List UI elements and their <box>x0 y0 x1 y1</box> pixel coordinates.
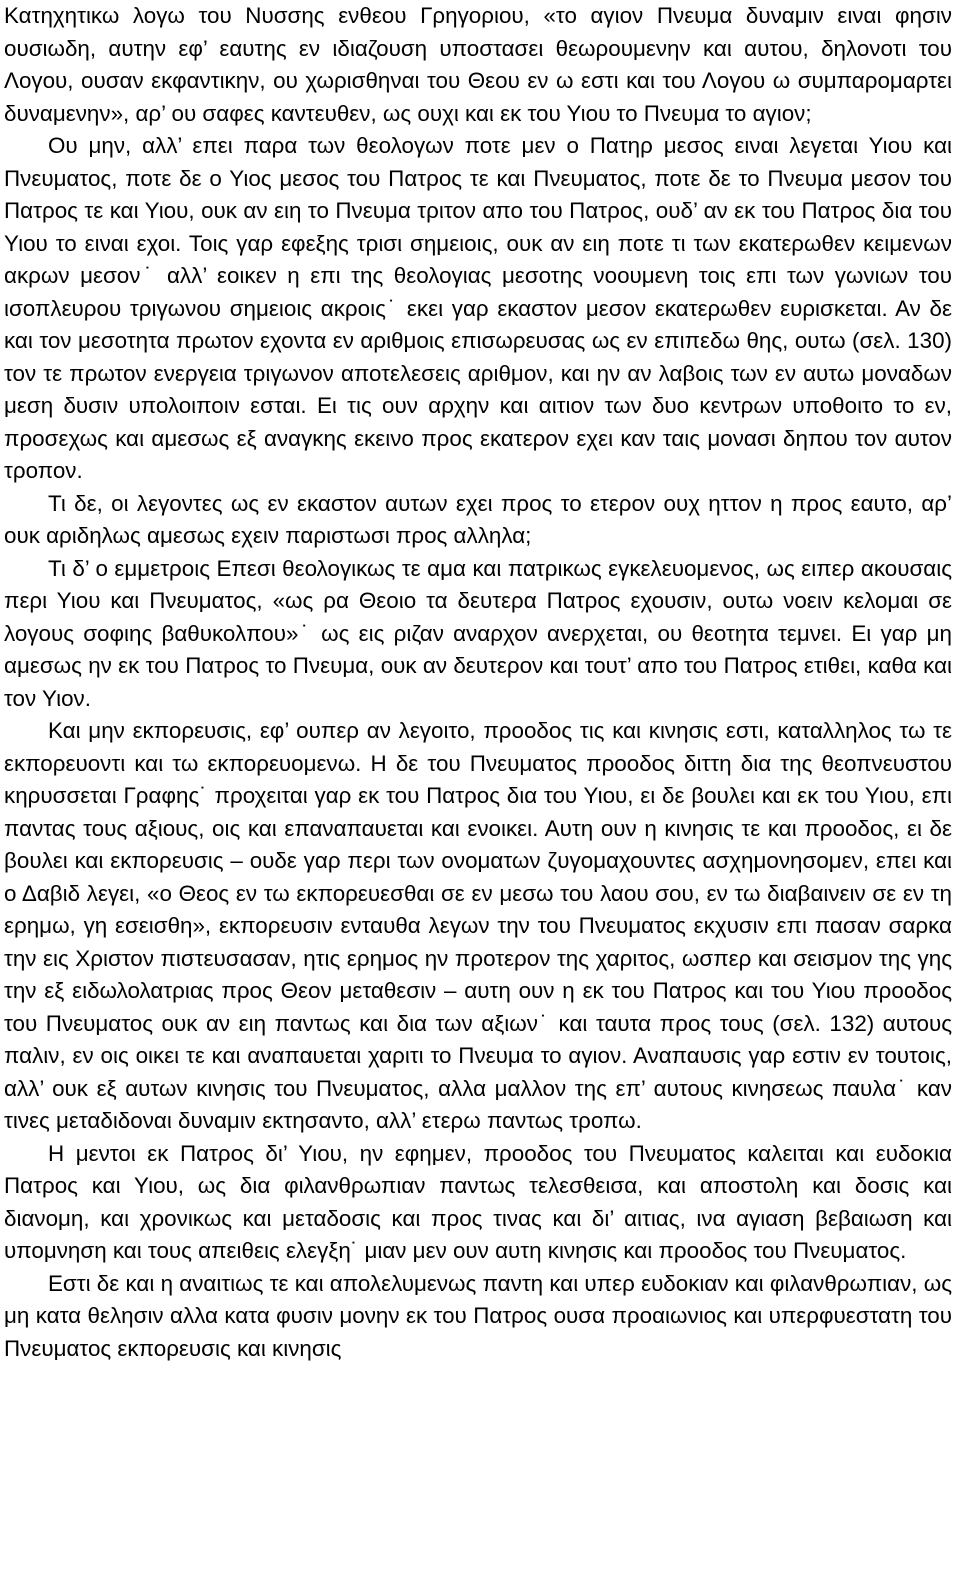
paragraph-1: Κατηχητικω λογω του Νυσσης ενθεου Γρηγοριου, «το αγιον Πνευμα δυναμιν ειναι φησιν ουσιωδη, αυτην εφ’ εαυτης εν ιδιαζουση υποστασει θεωρουμενην και αυτου, δηλονοτι του Λογου, ουσαν εκφαντικην, ου χωρισθηναι του Θεου εν ω εστι και του Λογου ω συμπαρομαρτει δυναμενην», αρ’ ου σαφες καντευθεν, ως ουχι και εκ του Υιου το Πνευμα το αγιον; <box>4 3 952 126</box>
paragraph-3: Τι δε, οι λεγοντες ως εν εκαστον αυτων εχει προς το ετερον ουχ ηττον η προς εαυτο, αρ’ ουκ αριδηλως αμεσως εχειν παριστωσι προς αλληλα; <box>4 490 952 548</box>
paragraph-6: Η μεντοι εκ Πατρος δι’ Υιου, ην εφημεν, προοδος του Πνευματος καλειται και ευδοκια Πατρος και Υιου, ως δια φιλανθρωπιαν παντως τελεσθεισα, και αποστολη και δοσις και διανομη, και χρονικως και μεταδοσις και προς τινας και δι’ αιτιας, ινα αγιαση βεβαιωση και υπομνηση και τους απειθεις ελεγξη˙ μιαν μεν ουν αυτη κινησις και προοδος του Πνευματος. <box>4 1140 952 1263</box>
paragraph-4: Τι δ’ ο εμμετροις Επεσι θεολογικως τε αμα και πατρικως εγκελευομενος, ως ειπερ ακουσαις περι Υιου και Πνευματος, «ως ρα Θεοιο τα δευτερα Πατρος εχουσιν, ουτω νοειν κελομαι σε λογους σοφιης βαθυκολπου»˙ ως εις ριζαν αναρχον ανερχεται, ου θεοτητα τεμνει. Ει γαρ μη αμεσως ην εκ του Πατρος το Πνευμα, ουκ αν δευτερον και τουτ’ απο του Πατρος ετιθει, καθα και τον Υιον. <box>4 555 952 711</box>
paragraph-7: Εστι δε και η αναιτιως τε και απολελυμενως παντη και υπερ ευδοκιαν και φιλανθρωπιαν, ως μη κατα θελησιν αλλα κατα φυσιν μονην εκ του Πατρος ουσα προαιωνιος και υπερφυεστατη του Πνευματος εκπορευσις και κινησις <box>4 1270 952 1361</box>
paragraph-5: Και μην εκπορευσις, εφ’ ουπερ αν λεγοιτο, προοδος τις και κινησις εστι, καταλληλος τω τε εκπορευοντι και τω εκπορευομενω. Η δε του Πνευματος προοδος διττη δια της θεοπνευστου κηρυσσεται Γραφης˙ προχειται γαρ εκ του Πατρος δια του Υιου, ει δε βουλει και εκ του Υιου, επι παντας τους αξιους, οις και επαναπαυεται και ενοικει. Αυτη ουν η κινησις τε και προοδος, ει δε βουλει και εκπορευσις – ουδε γαρ περι των ονοματων ζυγομαχουντες ασχημονησομεν, επει και ο Δαβιδ λεγει, «ο Θεος εν τω εκπορευεσθαι σε εν μεσω του λαου σου, εν τω διαβαινειν σε εν τη ερημω, γη εσεισθη», εκπορευσιν ενταυθα λεγων την του Πνευματος εκχυσιν επι πασαν σαρκα την εις Χριστον πιστευσασαν, ητις ερημος ην προτερον της χαριτος, ωσπερ και σεισμον της γης την εξ ειδωλολατριας προς Θεον μεταθεσιν – αυτη ουν η εκ του Πατρος και του Υιου προοδος του Πνευματος ουκ αν ειη παντως και δια των αξιων˙ και ταυτα προς τους (σελ. 132) αυτους παλιν, εν οις οικει τε και αναπαυεται χαριτι το Πνευμα το αγιον. Αναπαυσις γαρ εστιν εν τουτοις, αλλ’ ουκ εξ αυτων κινησις του Πνευματος, αλλα μαλλον της επ’ αυτους κινησεως παυλα˙ καν τινες μεταδιδοναι δυναμιν εκτησαντο, αλλ’ ετερω παντως τροπω. <box>4 718 952 1133</box>
paragraph-2: Ου μην, αλλ’ επει παρα των θεολογων ποτε μεν ο Πατηρ μεσος ειναι λεγεται Υιου και Πνευματος, ποτε δε ο Υιος μεσος του Πατρος τε και Πνευματος, ποτε δε το Πνευμα μεσον του Πατρος τε και Υιου, ουκ αν ειη το Πνευμα τριτον απο του Πατρος, ουδ’ αν εκ του Πατρος δια του Υιου το ειναι εχοι. Τοις γαρ εφεξης τρισι σημειοις, ουκ αν ειη ποτε τι των εκατερωθεν κειμενων ακρων μεσον˙ αλλ’ εοικεν η επι της θεολογιας μεσοτης νοουμενη τοις επι των γωνιων του ισοπλευρου τριγωνου σημειοις ακροις˙ εκει γαρ εκαστον μεσον εκατερωθεν ευρισκεται. Αν δε και τον μεσοτητα πρωτον εχοντα εν αριθμοις επισωρευσας ως εν επιπεδω θης, ουτω (σελ. 130) τον τε πρωτον ενεργεια τριγωνον αποτελεσεις αριθμον, και ην αν λαβοις των εν αυτω μοναδων μεση δυσιν υπολοιποιν εσται. Ει τις ουν αρχην και αιτιον των δυο κεντρων υποθοιτο το εν, προσεχως και αμεσως εξ αναγκης εκεινο προς εκατερον εχει καν ταις μονασι δηπου τον αυτον τροπον. <box>4 133 952 483</box>
